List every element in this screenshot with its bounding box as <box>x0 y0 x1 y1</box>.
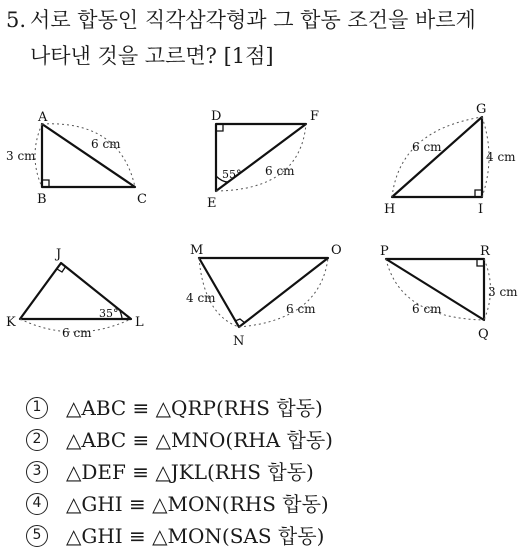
question-line-1 <box>6 2 516 38</box>
vertex-q: Q <box>478 327 489 342</box>
choice-text: △GHI ≡ △MON(SAS 합동) <box>66 524 325 548</box>
label-4cm-gi: 4 cm <box>486 150 516 164</box>
choice-text: △DEF ≡ △JKL(RHS 합동) <box>66 460 314 484</box>
question-stem-1: 서로 합동인 직각삼각형과 그 합동 조건을 바르게 <box>30 8 476 32</box>
label-3cm-ab: 3 cm <box>6 149 36 163</box>
triangle-ghi <box>392 117 482 197</box>
triangle-abc <box>42 124 135 187</box>
choice-5[interactable] <box>26 520 506 552</box>
choice-number-circle: 1 <box>26 397 48 419</box>
vertex-o: O <box>331 243 342 258</box>
label-6cm-ac: 6 cm <box>91 137 121 151</box>
label-6cm-kl: 6 cm <box>62 326 92 340</box>
answer-choices <box>26 392 506 552</box>
vertex-e: E <box>207 196 217 211</box>
vertex-g: G <box>476 102 487 117</box>
choice-number-circle: 3 <box>26 461 48 483</box>
vertex-f: F <box>310 109 320 124</box>
vertex-a: A <box>38 110 48 125</box>
vertex-b: B <box>37 192 47 207</box>
vertex-l: L <box>135 315 144 330</box>
label-6cm-ef: 6 cm <box>265 164 295 178</box>
vertex-p: P <box>380 244 389 259</box>
vertex-n: N <box>233 334 245 349</box>
question-number: 5. <box>6 8 27 32</box>
choice-4[interactable] <box>26 488 506 520</box>
vertex-k: K <box>6 315 16 330</box>
vertex-m: M <box>190 243 204 258</box>
label-4cm-mn: 4 cm <box>186 291 216 305</box>
choice-number-circle: 5 <box>26 525 48 547</box>
vertex-h: H <box>384 202 396 217</box>
vertex-d: D <box>211 109 222 124</box>
choice-text: △GHI ≡ △MON(RHS 합동) <box>66 492 329 516</box>
question-line-2: 나타낸 것을 고르면? [1점] <box>30 44 274 68</box>
triangle-mno <box>199 258 328 327</box>
choice-text: △ABC ≡ △MNO(RHA 합동) <box>66 428 333 452</box>
label-3cm-rq: 3 cm <box>488 285 518 299</box>
choice-1[interactable] <box>26 392 506 424</box>
label-6cm-pq: 6 cm <box>412 302 442 316</box>
choice-2[interactable] <box>26 424 506 456</box>
figures-panel <box>0 90 520 365</box>
vertex-i: I <box>478 202 484 217</box>
label-6cm-no: 6 cm <box>286 302 316 316</box>
angle-label-55: 55° <box>222 168 242 181</box>
vertex-c: C <box>137 192 147 207</box>
choice-3[interactable] <box>26 456 506 488</box>
question-text <box>6 2 516 74</box>
label-6cm-gh: 6 cm <box>412 140 442 154</box>
vertex-r: R <box>480 244 490 259</box>
choice-number-circle: 4 <box>26 493 48 515</box>
vertex-j: J <box>56 247 62 262</box>
angle-label-35: 35° <box>99 307 119 320</box>
choice-text: △ABC ≡ △QRP(RHS 합동) <box>66 396 323 420</box>
choice-number-circle: 2 <box>26 429 48 451</box>
